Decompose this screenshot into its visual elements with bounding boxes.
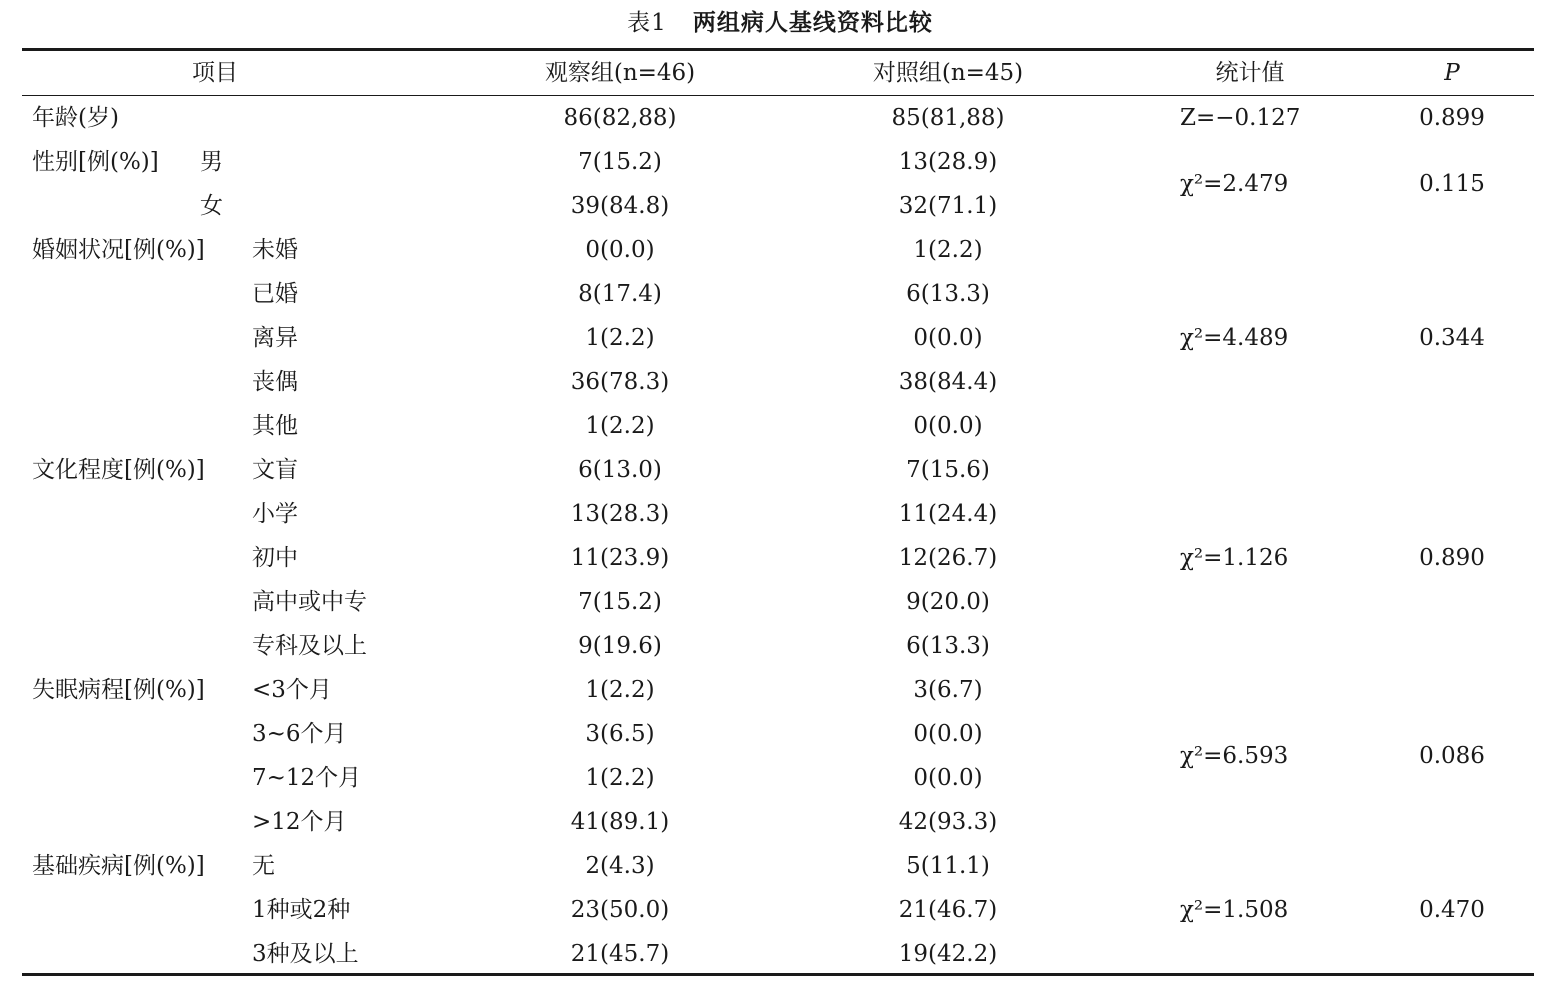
header-item: 项目: [192, 60, 238, 86]
observation-value: 7(15.2): [578, 149, 662, 175]
control-value: 85(81,88): [891, 105, 1005, 131]
category-label: 失眠病程[例(%)]: [32, 677, 205, 703]
observation-value: 6(13.0): [578, 457, 662, 483]
observation-value: 21(45.7): [570, 941, 670, 967]
header-control-group: 对照组(n=45): [872, 60, 1024, 86]
control-value: 12(26.7): [898, 545, 998, 571]
header-statistic: 统计值: [1215, 60, 1285, 86]
subcategory-label: 男: [200, 149, 223, 175]
bottom-rule: [22, 973, 1534, 976]
control-value: 11(24.4): [898, 501, 998, 527]
header-observation-group: 观察组(n=46): [544, 60, 696, 86]
observation-value: 8(17.4): [578, 281, 662, 307]
control-value: 42(93.3): [898, 809, 998, 835]
table-title-text: 两组病人基线资料比较: [692, 10, 933, 36]
subcategory-label: 专科及以上: [252, 633, 367, 659]
control-value: 0(0.0): [913, 765, 983, 791]
subcategory-label: 初中: [252, 545, 298, 571]
observation-value: 11(23.9): [570, 545, 670, 571]
category-label: 基础疾病[例(%)]: [32, 853, 205, 879]
subcategory-label: 7~12个月: [252, 765, 362, 791]
subcategory-label: 小学: [252, 501, 298, 527]
control-value: 21(46.7): [898, 897, 998, 923]
observation-value: 36(78.3): [570, 369, 670, 395]
control-value: 0(0.0): [913, 413, 983, 439]
statistic-value: χ²=2.479: [1180, 171, 1289, 197]
subcategory-label: <3个月: [252, 677, 332, 703]
control-value: 1(2.2): [913, 237, 983, 263]
observation-value: 0(0.0): [585, 237, 655, 263]
subcategory-label: >12个月: [252, 809, 347, 835]
subcategory-label: 离异: [252, 325, 298, 351]
observation-value: 23(50.0): [570, 897, 670, 923]
header-p-value: [1392, 51, 1512, 95]
observation-value: 2(4.3): [585, 853, 655, 879]
subcategory-label: 1种或2种: [252, 897, 351, 923]
control-value: 5(11.1): [906, 853, 990, 879]
subcategory-label: 高中或中专: [252, 589, 367, 615]
subcategory-label: 已婚: [252, 281, 298, 307]
header-p-text: P: [1444, 60, 1460, 86]
observation-value: 41(89.1): [570, 809, 670, 835]
observation-value: 86(82,88): [563, 105, 677, 131]
subcategory-label: 3种及以上: [252, 941, 359, 967]
observation-value: 7(15.2): [578, 589, 662, 615]
observation-value: 39(84.8): [570, 193, 670, 219]
statistic-value: χ²=1.508: [1180, 897, 1289, 923]
control-value: 32(71.1): [898, 193, 998, 219]
observation-value: 9(19.6): [578, 633, 662, 659]
control-value: 19(42.2): [898, 941, 998, 967]
control-value: 7(15.6): [906, 457, 990, 483]
category-label: 年龄(岁): [32, 105, 119, 131]
p-value: 0.470: [1419, 897, 1485, 923]
subcategory-label: 其他: [252, 413, 298, 439]
statistic-value: Z=−0.127: [1180, 105, 1301, 131]
control-value: 0(0.0): [913, 325, 983, 351]
category-label: 文化程度[例(%)]: [32, 457, 205, 483]
statistic-value: χ²=6.593: [1180, 743, 1289, 769]
observation-value: 1(2.2): [585, 325, 655, 351]
subcategory-label: 文盲: [252, 457, 298, 483]
subcategory-label: 丧偶: [252, 369, 298, 395]
control-value: 3(6.7): [913, 677, 983, 703]
observation-value: 1(2.2): [585, 413, 655, 439]
control-value: 13(28.9): [898, 149, 998, 175]
observation-value: 1(2.2): [585, 765, 655, 791]
p-value: 0.086: [1419, 743, 1485, 769]
subcategory-label: 未婚: [252, 237, 298, 263]
control-value: 0(0.0): [913, 721, 983, 747]
control-value: 6(13.3): [906, 633, 990, 659]
subcategory-label: 3~6个月: [252, 721, 347, 747]
p-value: 0.344: [1419, 325, 1485, 351]
observation-value: 1(2.2): [585, 677, 655, 703]
subcategory-label: 无: [252, 853, 275, 879]
p-value: 0.899: [1419, 105, 1485, 131]
p-value: 0.115: [1419, 171, 1485, 197]
control-value: 9(20.0): [906, 589, 990, 615]
category-label: 婚姻状况[例(%)]: [32, 237, 205, 263]
observation-value: 13(28.3): [570, 501, 670, 527]
category-label: 性别[例(%)]: [32, 149, 159, 175]
p-value: 0.890: [1419, 545, 1485, 571]
statistic-value: χ²=4.489: [1180, 325, 1289, 351]
subcategory-label: 女: [200, 193, 223, 219]
control-value: 6(13.3): [906, 281, 990, 307]
table-number: 表1: [627, 10, 667, 36]
observation-value: 3(6.5): [585, 721, 655, 747]
table-title: [0, 6, 1560, 40]
control-value: 38(84.4): [898, 369, 998, 395]
statistic-value: χ²=1.126: [1180, 545, 1289, 571]
